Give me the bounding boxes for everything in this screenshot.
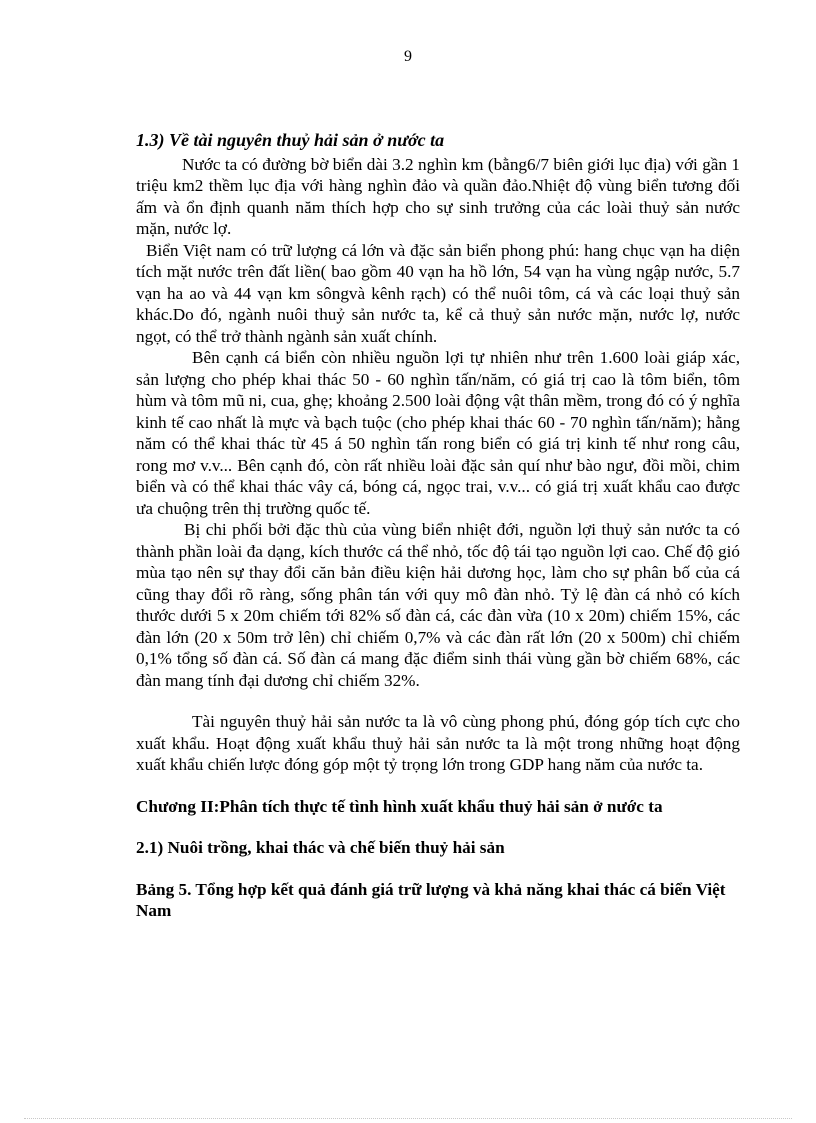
paragraph-export-summary: Tài nguyên thuỷ hải sản nước ta là vô cùng phong phú, đóng góp tích cực cho xuất khẩu. Hoạt động xuất khẩu thuỷ hải sản nước ta là một trong những hoạt động xuất khẩu chiến lược đóng góp một tỷ trọng lớn trong GDP hang năm của nước ta.: [136, 712, 740, 774]
document-body: [136, 130, 740, 922]
chapter-heading: Chương II:Phân tích thực tế tình hình xuất khẩu thuỷ hải sản ở nước ta: [136, 796, 663, 816]
page-bottom-divider: [24, 1118, 792, 1119]
section-heading: 1.3) Về tài nguyên thuỷ hải sản ở nước ta: [136, 130, 445, 150]
paragraph-fish-reserves: Biển Việt nam có trữ lượng cá lớn và đặc sản biển phong phú: hang chục vạn ha diện tích mặt nước trên đất liền( bao gồm 40 vạn ha hồ lớn, 54 vạn ha vùng ngập nước, 5.7 vạn ha ao và 44 vạn km sôngvà kênh rạch) có thể nuôi tôm, cá và các loại thuỷ sản khác.Do đó, ngành nuôi thuỷ sản nước ta, kể cả thuỷ sản nước mặn, nước lợ, nước ngọt, có thể trở thành ngành sản xuất chính.: [136, 240, 740, 346]
table-caption: Bảng 5. Tổng hợp kết quả đánh giá trữ lượng và khả năng khai thác cá biển Việt Nam: [136, 879, 726, 920]
paragraph-coastline: Nước ta có đường bờ biển dài 3.2 nghìn km (bằng6/7 biên giới lục địa) với gần 1 triệu km2 thềm lục địa với hàng nghìn đảo và quần đảo.Nhiệt độ vùng biển tương đối ấm và ổn định quanh năm thích hợp cho sự sinh trưởng của các loài thuỷ sản nước mặn, nước lợ.: [136, 154, 740, 238]
spacer: [136, 691, 740, 711]
paragraph-natural-resources: Bên cạnh cá biển còn nhiều nguồn lợi tự nhiên như trên 1.600 loài giáp xác, sản lượng cho phép khai thác 50 - 60 nghìn tấn/năm, có giá trị cao là tôm biển, tôm hùm và tôm mũ ni, cua, ghẹ; khoảng 2.500 loài động vật thân mềm, trong đó có ý nghĩa kinh tế cao nhất là mực và bạch tuộc (cho phép khai thác 60 - 70 nghìn tấn/năm); hằng năm có thể khai thác từ 45 á 50 nghìn tấn rong biển có giá trị kinh tế như rong câu, rong mơ v.v... Bên cạnh đó, còn rất nhiều loài đặc sản quí như bào ngư, đồi mồi, chim biển và có thể khai thác vây cá, bóng cá, ngọc trai, v.v... có giá trị xuất khẩu cao được ưa chuộng trên thị trường quốc tế.: [136, 348, 740, 518]
subsection-heading: 2.1) Nuôi trồng, khai thác và chế biến thuỷ hải sản: [136, 838, 505, 857]
paragraph-tropical-sea: Bị chi phối bởi đặc thù của vùng biển nhiệt đới, nguồn lợi thuỷ sản nước ta có thành phần loài đa dạng, kích thước cá thể nhỏ, tốc độ tái tạo nguồn lợi cao. Chế độ gió mùa tạo nên sự thay đổi căn bản điều kiện hải dương học, làm cho sự phân bố của cá cũng thay đổi rõ ràng, sống phân tán với quy mô đàn nhỏ. Tỷ lệ đàn cá nhỏ có kích thước dưới 5 x 20m chiếm tới 82% số đàn cá, các đàn vừa (10 x 20m) chiếm 15%, các đàn lớn (20 x 50m trở lên) chỉ chiếm 0,7% và các đàn rất lớn (20 x 500m) chỉ chiếm 0,1% tổng số đàn cá. Số đàn cá mang đặc điểm sinh thái vùng gần bờ chiếm 68%, các đàn mang tính đại dương chỉ chiếm 32%.: [136, 520, 740, 690]
page-number: 9: [404, 48, 412, 65]
